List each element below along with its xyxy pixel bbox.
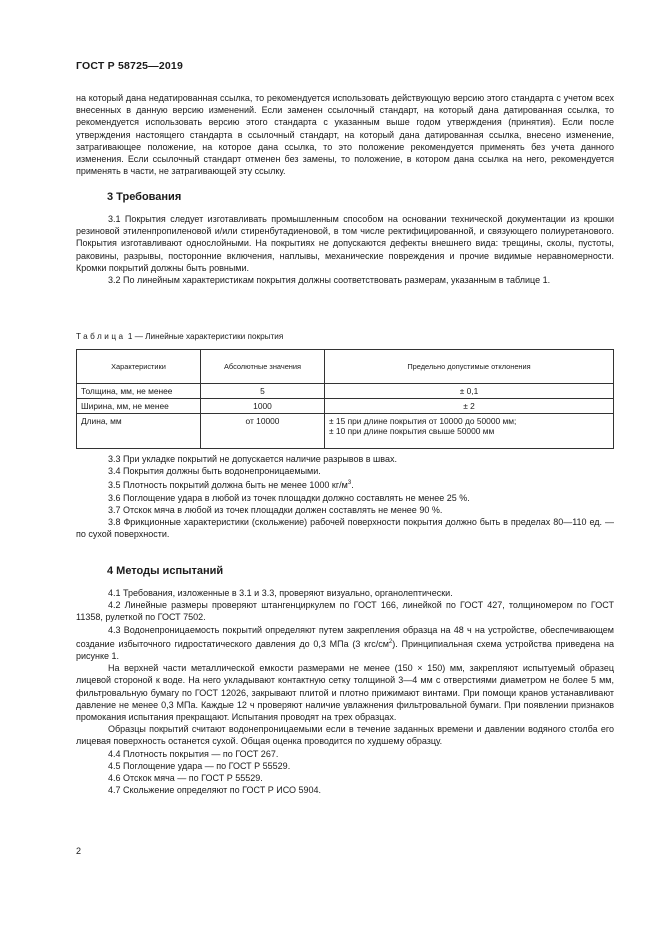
paragraph-3-8: 3.8 Фрикционные характеристики (скольжение) рабочей поверхности покрытия должно быть в пределах 80—110 ед. — по сухой поверхности. [76,517,614,540]
table-cell: от 10000 [201,414,325,449]
table-row [77,399,614,414]
paragraph-3-1: 3.1 Покрытия следует изготавливать промышленным способом на основании технической документации из крошки резиновой этиленпропиленовой и/или стиренбутадиеновой, в том числе ректифицированной, и связующего полиуретанового. Покрытия изготавливают однослойными. На покрытиях не допускаются дефекты внешнего вида: трещины, сколы, пустоты, раковины, разрывы, посторонние включения, наплывы, механические повреждения и прочие видимые неравномерности. Кромки покрытий должны быть ровными. [76,214,614,273]
paragraph-4-5: 4.5 Поглощение удара — по ГОСТ Р 55529. [108,760,291,771]
table-header-cell: Абсолютные значения [201,350,325,384]
table-caption [76,332,283,341]
paragraph-4-3 [76,624,614,663]
paragraph-3-5 [76,477,614,491]
table-cell: Длина, мм [77,414,201,449]
document-header: ГОСТ Р 58725—2019 [76,60,184,72]
paragraph-3-6: 3.6 Поглощение удара в любой из точек площадки должно составлять не менее 25 %. [108,492,470,503]
page-number: 2 [76,846,82,856]
paragraph-3-4: 3.4 Покрытия должны быть водонепроницаемыми. [108,466,321,477]
table-row [77,384,614,399]
section-4-text [76,587,614,796]
table-row [77,414,614,449]
intro-text [76,92,614,177]
paragraph-4-3-end: ). Принципиальная схема устройства приведена на рисунке 1. [76,638,615,662]
table-cell: 1000 [201,399,325,414]
table-header-cell: Предельно допустимые отклонения [325,350,614,384]
section-3-text-continued [76,453,614,540]
paragraph-4-4: 4.4 Плотность покрытия — по ГОСТ 267. [108,748,279,759]
paragraph-3-5-text: 3.5 Плотность покрытий должна быть не менее 1000 кг/м [108,480,348,491]
paragraph-3-2: 3.2 По линейным характеристикам покрытия должны соответствовать размерам, указанным в таблице 1. [108,275,551,286]
paragraph-3-5-end: . [351,480,354,491]
table-cell: 5 [201,384,325,399]
section-4-title: 4 Методы испытаний [107,565,224,577]
table-cell: ± 0,1 [325,384,614,399]
table-cell [325,414,614,449]
superscript: 3 [347,480,352,487]
superscript: 2 [388,638,393,645]
paragraph-4-2: 4.2 Линейные размеры проверяют штангенциркулем по ГОСТ 166, линейкой по ГОСТ 427, толщиномером по ГОСТ 11358, рулеткой по ГОСТ 7502. [76,600,614,623]
table-header-cell: Характеристики [77,350,201,384]
table-header-row [77,350,614,384]
paragraph-4-6: 4.6 Отскок мяча — по ГОСТ Р 55529. [108,773,263,784]
section-3-text [76,213,614,286]
linear-characteristics-table [76,349,614,449]
paragraph-4-7: 4.7 Скольжение определяют по ГОСТ Р ИСО 5904. [108,785,322,796]
intro-paragraph: на который дана недатированная ссылка, то рекомендуется использовать действующую версию этого стандарта с учетом всех внесенных в данную версию изменений. Если заменен ссылочный стандарт, на который дана датированная ссылка, то рекомендуется использовать версию этого стандарта с указанным выше годом утверждения (принятия). Если после утверждения настоящего стандарта в ссылочный стандарт, на который дана датированная ссылка, внесено изменение, затрагивающее положение, на которое дана ссылка, то это положение рекомендуется применять без учета данного изменения. Если ссылочный стандарт отменен без замены, то положение, в котором дана ссылка на него, рекомендуется применять в части, не затрагивающей эту ссылку. [76,93,614,177]
table-caption-text: 1 — Линейные характеристики покрытия [127,332,284,341]
table-caption-word: Таблица [76,332,126,341]
paragraph-3-3: 3.3 При укладке покрытий не допускается наличие разрывов в швах. [108,454,397,464]
paragraph-4-3-procedure: На верхней части металлической емкости размерами не менее (150 × 150) мм, закрепляют испытуемый образец лицевой стороной к воде. На него укладывают контактную сетку толщиной 3—4 мм с отверстиями диаметром не более 5 мм, фильтровальную бумагу по ГОСТ 12026, закрывают плитой и плотно прижимают винтами. При помощи кранов устанавливают давление не менее 0,3 МПа. Каждые 12 ч проверяют наличие увлажнения фильтровальной бумаги. При появлении признаков промокания испытания прекращают. Испытания проводят на трех образцах. [76,663,614,723]
tolerance-line: ± 15 при длине покрытия от 10000 до 50000 мм; [329,416,517,426]
paragraph-4-3-text: 4.3 Водонепроницаемость покрытий определяют путем закрепления образца на 48 ч на устройстве, обеспечивающем создание избыточного гидростатического давления до 0,3 МПа (3 кгс/см [76,624,614,649]
paragraph-4-3-evaluation: Образцы покрытий считают водонепроницаемыми если в течение заданных времени и давлении водяного столба его лицевая поверхность останется сухой. Общая оценка проводится по худшему образцу. [76,724,614,747]
table-cell: Толщина, мм, не менее [77,384,201,399]
table-cell: ± 2 [325,399,614,414]
paragraph-3-7: 3.7 Отскок мяча в любой из точек площадки должен составлять не менее 90 %. [108,504,443,515]
paragraph-4-1: 4.1 Требования, изложенные в 3.1 и 3.3, проверяют визуально, органолептически. [108,588,453,598]
section-3-title: 3 Требования [107,191,182,203]
tolerance-line: ± 10 при длине покрытия свыше 50000 мм [329,426,495,436]
table-cell: Ширина, мм, не менее [77,399,201,414]
